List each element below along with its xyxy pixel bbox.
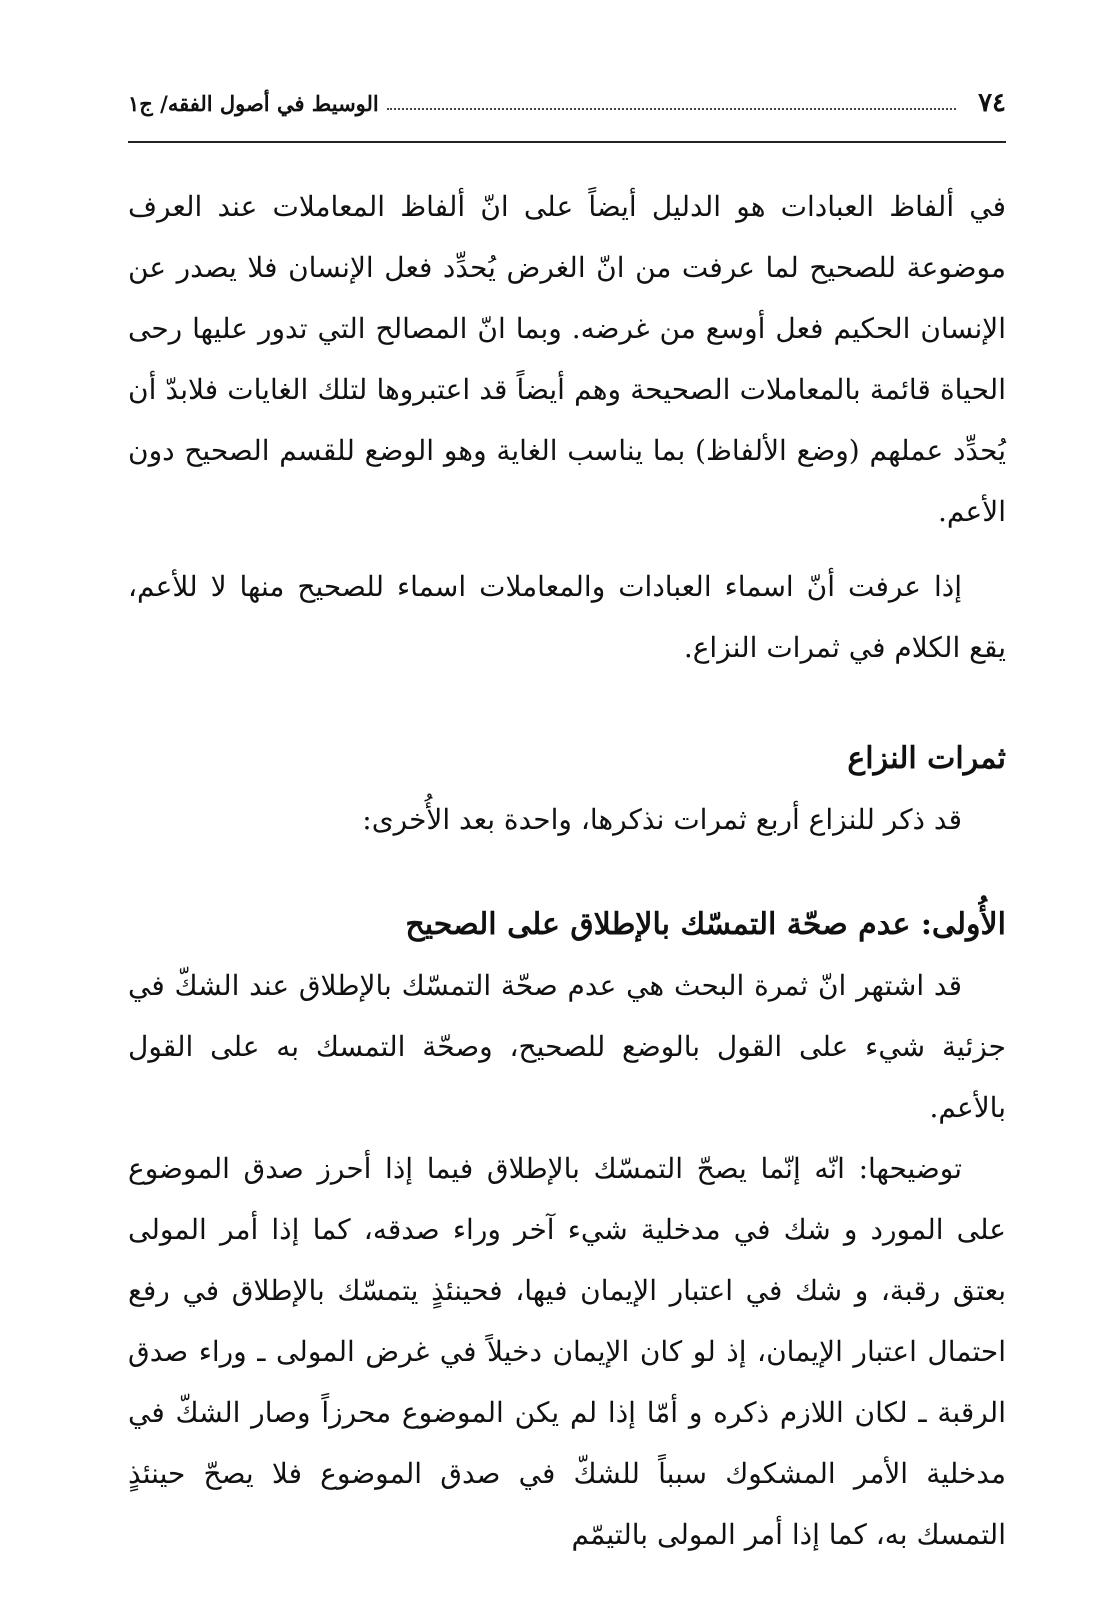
page-body — [128, 176, 1006, 1565]
header-rule — [128, 141, 1006, 143]
running-title: الوسيط في أصول الفقه/ ج١ — [128, 90, 379, 116]
paragraph-5: توضيحها: انّه إنّما يصحّ التمسّك بالإطلاق فيما إذا أحرز صدق الموضوع على المورد و شك في مدخلية شيء آخر وراء صدقه، كما إذا أمر المولى بعتق رقبة، و شك في اعتبار الإيمان فيها، فحينئذٍ يتمسّك بالإطلاق في رفع احتمال اعتبار الإيمان، إذ لو كان الإيمان دخيلاً في غرض المولى ـ وراء صدق الرقبة ـ لكان اللازم ذكره و أمّا إذا لم يكن الموضوع محرزاً وصار الشكّ في مدخلية الأمر المشكوك سبباً للشكّ في صدق الموضوع فلا يصحّ حينئذٍ التمسك به، كما إذا أمر المولى بالتيمّم — [128, 1152, 1006, 1551]
page-number: ٧٤ — [978, 88, 1006, 118]
paragraph-2: إذا عرفت أنّ اسماء العبادات والمعاملات اسماء للصحيح منها لا للأعم، يقع الكلام في ثمرات النزاع. — [128, 570, 1006, 664]
paragraph-4: قد اشتهر انّ ثمرة البحث هي عدم صحّة التمسّك بالإطلاق عند الشكّ في جزئية شيء على القول بالوضع للصحيح، وصحّة التمسك به على القول بالأعم. — [128, 969, 1006, 1124]
header-dotted-leader — [387, 108, 956, 110]
paragraph-3: قد ذكر للنزاع أربع ثمرات نذكرها، واحدة بعد الأُخرى: — [362, 803, 962, 836]
page-header — [128, 78, 1006, 128]
section-heading-fruits: ثمرات النزاع — [847, 741, 1006, 776]
paragraph-1: في ألفاظ العبادات هو الدليل أيضاً على انّ ألفاظ المعاملات عند العرف موضوعة للصحيح لما عرفت من انّ الغرض يُحدِّد فعل الإنسان فلا يصدر عن الإنسان الحكيم فعل أوسع من غرضه. وبما انّ المصالح التي تدور عليها رحى الحياة قائمة بالمعاملات الصحيحة وهم أيضاً قد اعتبروها لتلك الغايات فلابدّ أن يُحدِّد عملهم (وضع الألفاظ) بما يناسب الغاية وهو الوضع للقسم الصحيح دون الأعم. — [128, 190, 1006, 528]
subsection-heading-first: الأُولى: عدم صحّة التمسّك بالإطلاق على الصحيح — [405, 907, 1006, 942]
